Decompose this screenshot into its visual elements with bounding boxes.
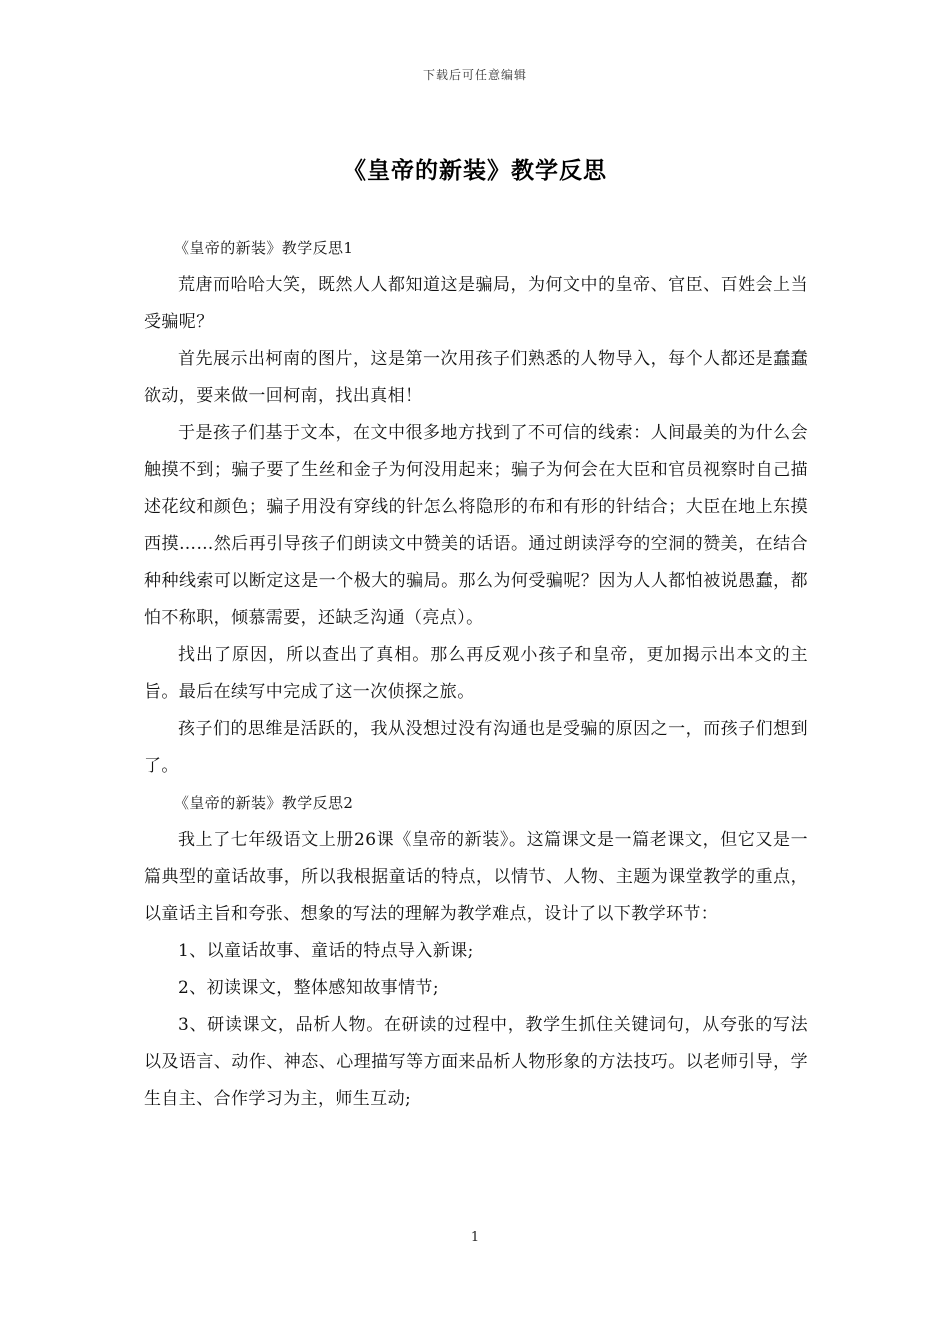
paragraph: 孩子们的思维是活跃的，我从没想过没有沟通也是受骗的原因之一，而孩子们想到了。 (144, 719, 808, 776)
page-header: 下载后可任意编辑 (422, 68, 527, 82)
list-item: 3、研读课文，品析人物。在研读的过程中，教学生抓住关键词句，从夸张的写法以及语言、动作、神态、心理描写等方面来品析人物形象的方法技巧。以老师引导，学生自主、合作学习为主，师生互动; (144, 1015, 808, 1109)
document-body (144, 230, 808, 1118)
list-item: 2、初读课文，整体感知故事情节; (178, 978, 439, 998)
paragraph: 荒唐而哈哈大笑，既然人人都知道这是骗局，为何文中的皇帝、官臣、百姓会上当受骗呢？ (144, 275, 808, 332)
section-heading-2: 《皇帝的新装》教学反思2 (174, 794, 354, 812)
paragraph: 找出了原因，所以查出了真相。那么再反观小孩子和皇帝，更加揭示出本文的主旨。最后在续写中完成了这一次侦探之旅。 (144, 645, 808, 702)
section-heading-1: 《皇帝的新装》教学反思1 (174, 239, 354, 257)
document-title: 《皇帝的新装》教学反思 (343, 157, 607, 184)
list-item: 1、以童话故事、童话的特点导入新课; (178, 941, 474, 961)
paragraph: 我上了七年级语文上册26课《皇帝的新装》。这篇课文是一篇老课文，但它又是一篇典型的童话故事，所以我根据童话的特点，以情节、人物、主题为课堂教学的重点，以童话主旨和夸张、想象的写法的理解为教学难点，设计了以下教学环节： (144, 830, 808, 924)
paragraph: 首先展示出柯南的图片，这是第一次用孩子们熟悉的人物导入，每个人都还是蠢蠢欲动，要来做一回柯南，找出真相！ (144, 349, 808, 406)
paragraph: 于是孩子们基于文本，在文中很多地方找到了不可信的线索：人间最美的为什么会触摸不到；骗子要了生丝和金子为何没用起来；骗子为何会在大臣和官员视察时自己描述花纹和颜色；骗子用没有穿线的针怎么将隐形的布和有形的针结合；大臣在地上东摸西摸……然后再引导孩子们朗读文中赞美的话语。通过朗读浮夸的空洞的赞美，在结合种种线索可以断定这是一个极大的骗局。那么为何受骗呢？因为人人都怕被说愚蠢，都怕不称职，倾慕需要，还缺乏沟通（亮点）。 (144, 423, 808, 628)
page-number: 1 (470, 1230, 480, 1245)
